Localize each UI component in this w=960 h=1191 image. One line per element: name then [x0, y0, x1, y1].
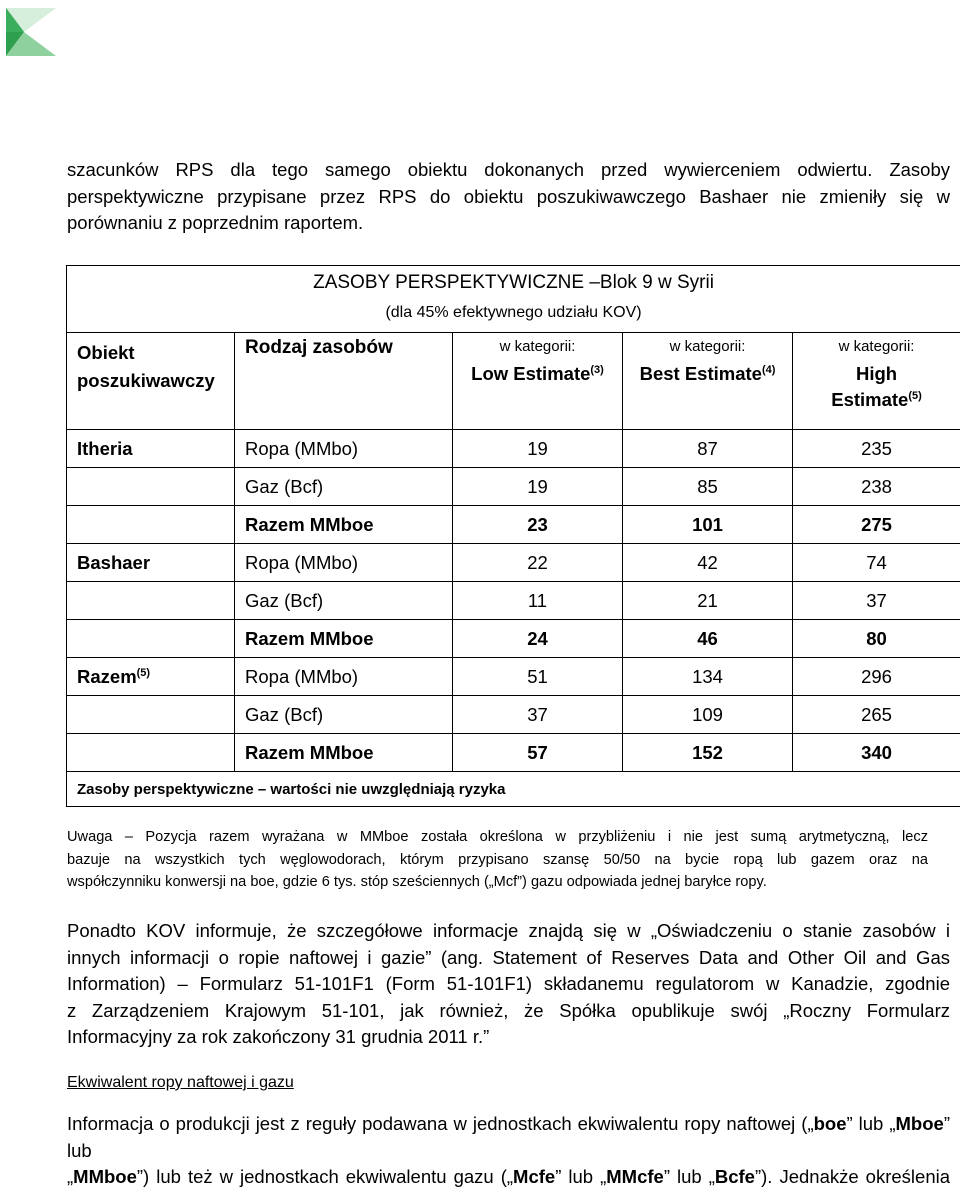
note-line: bazuje na wszystkich tych węglowodorach, którym przypisano szansę 50/50 na bycie ropą lub gazem oraz na — [67, 849, 928, 872]
best-cell: 46 — [623, 620, 793, 658]
statement-line: Information) – Formularz 51-101F1 (Form 51-101F1) składanemu regulatorom w Kanadzie, zgodnie — [67, 971, 950, 998]
equivalent-line: „MMboe”) lub też w jednostkach ekwiwalentu gazu („Mcfe” lub „MMcfe” lub „Bcfe”). Jednakże określenia — [67, 1164, 950, 1191]
low-cell: 51 — [453, 658, 623, 696]
intro-line: szacunków RPS dla tego samego obiektu dokonanych przed wywierceniem odwiertu. Zasoby — [67, 157, 950, 184]
low-cell: 19 — [453, 468, 623, 506]
equivalent-paragraph — [67, 1111, 950, 1191]
low-cell: 57 — [453, 734, 623, 772]
kind-cell: Razem MMboe — [235, 506, 453, 544]
kind-cell: Razem MMboe — [235, 620, 453, 658]
kind-cell: Gaz (Bcf) — [235, 696, 453, 734]
kind-cell: Gaz (Bcf) — [235, 468, 453, 506]
low-estimate-header: w kategorii: Low Estimate$^{(3)}$ — [453, 333, 623, 430]
object-cell: Itheria — [67, 430, 235, 468]
object-header: Obiekt poszukiwawczy — [67, 333, 235, 430]
statement-line: z Zarządzeniem Krajowym 51-101, jak również, że Spółka opublikuje swój „Roczny Formularz — [67, 998, 950, 1025]
best-cell: 101 — [623, 506, 793, 544]
statement-line: Ponadto KOV informuje, że szczegółowe informacje znajdą się w „Oświadczeniu o stanie zasobów i — [67, 918, 950, 945]
note-line: Uwaga – Pozycja razem wyrażana w MMboe została określona w przybliżeniu i nie jest sumą arytmetyczną, lecz — [67, 826, 928, 849]
object-cell — [67, 620, 235, 658]
best-cell: 85 — [623, 468, 793, 506]
kind-header: Rodzaj zasobów — [235, 333, 453, 430]
statement-line: Informacyjny za rok zakończony 31 grudnia 2011 r.” — [67, 1024, 950, 1051]
kind-cell: Razem MMboe — [235, 734, 453, 772]
kind-cell: Ropa (MMbo) — [235, 544, 453, 582]
high-cell: 37 — [793, 582, 960, 620]
intro-line: porównaniu z poprzednim raportem. — [67, 210, 950, 237]
kind-cell: Gaz (Bcf) — [235, 582, 453, 620]
high-cell: 265 — [793, 696, 960, 734]
object-cell — [67, 696, 235, 734]
low-cell: 37 — [453, 696, 623, 734]
intro-paragraph — [67, 157, 950, 237]
best-cell: 152 — [623, 734, 793, 772]
high-cell: 238 — [793, 468, 960, 506]
table-title-cell — [67, 266, 960, 333]
object-cell: Bashaer — [67, 544, 235, 582]
high-cell: 296 — [793, 658, 960, 696]
statement-line: innych informacji o ropie naftowej i gazie” (ang. Statement of Reserves Data and Other Oil and Gas — [67, 945, 950, 972]
intro-line: perspektywiczne przypisane przez RPS do obiektu poszukiwawczego Bashaer nie zmieniły się w — [67, 184, 950, 211]
table-subtitle: (dla 45% efektywnego udziału KOV) — [67, 303, 960, 323]
low-cell: 23 — [453, 506, 623, 544]
section-heading: Ekwiwalent ropy naftowej i gazu — [67, 1074, 294, 1092]
object-cell — [67, 506, 235, 544]
high-cell: 235 — [793, 430, 960, 468]
table-title: ZASOBY PERSPEKTYWICZNE –Blok 9 w Syrii — [67, 272, 960, 294]
object-cell — [67, 734, 235, 772]
low-cell: 22 — [453, 544, 623, 582]
best-cell: 87 — [623, 430, 793, 468]
low-cell: 19 — [453, 430, 623, 468]
kind-cell: Ropa (MMbo) — [235, 430, 453, 468]
high-cell: 340 — [793, 734, 960, 772]
best-estimate-header: w kategorii: Best Estimate$^{(4)}$ — [623, 333, 793, 430]
best-cell: 134 — [623, 658, 793, 696]
prospective-resources-table — [66, 265, 960, 807]
statement-paragraph — [67, 918, 950, 1051]
high-cell: 74 — [793, 544, 960, 582]
low-cell: 24 — [453, 620, 623, 658]
object-cell — [67, 468, 235, 506]
table-footer: Zasoby perspektywiczne – wartości nie uwzględniają ryzyka — [67, 772, 960, 807]
note-paragraph — [67, 826, 928, 894]
best-cell: 42 — [623, 544, 793, 582]
best-cell: 109 — [623, 696, 793, 734]
note-line: współczynniku konwersji na boe, gdzie 6 tys. stóp sześciennych („Mcf”) gazu odpowiada jednej baryłce ropy. — [67, 871, 928, 894]
object-cell: Razem$^{(5)}$ — [67, 658, 235, 696]
kind-cell: Ropa (MMbo) — [235, 658, 453, 696]
high-cell: 275 — [793, 506, 960, 544]
best-cell: 21 — [623, 582, 793, 620]
equivalent-line: Informacja o produkcji jest z reguły podawana w jednostkach ekwiwalentu ropy naftowej („boe” lub „Mboe” lub — [67, 1111, 950, 1164]
high-estimate-header: w kategorii: High Estimate$^{(5)}$ — [793, 333, 960, 430]
low-cell: 11 — [453, 582, 623, 620]
object-cell — [67, 582, 235, 620]
company-logo-icon — [4, 6, 56, 58]
high-cell: 80 — [793, 620, 960, 658]
